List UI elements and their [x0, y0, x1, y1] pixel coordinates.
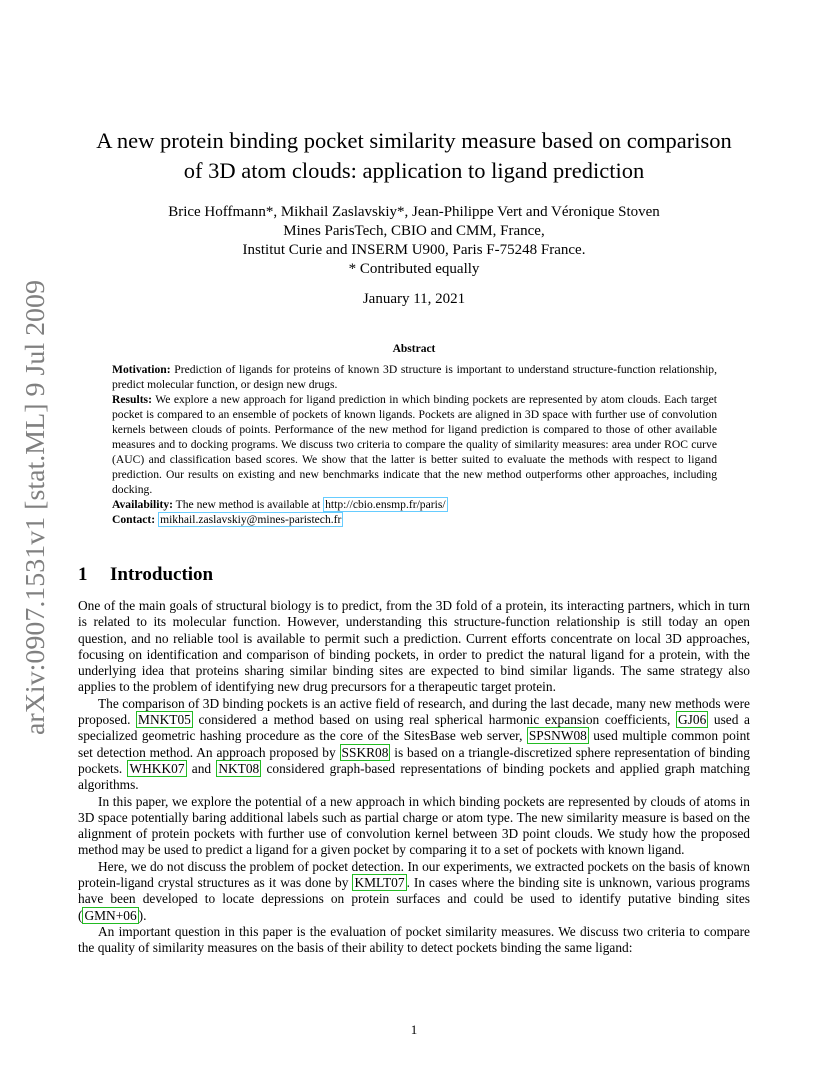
page-number: 1 [410, 1022, 418, 1037]
section-title: Introduction [110, 564, 214, 585]
results-label: Results: [112, 393, 152, 406]
citation-link[interactable]: SSKR08 [341, 744, 389, 760]
paper-date: January 11, 2021 [362, 291, 466, 307]
abstract-contact [112, 512, 717, 527]
citation-link[interactable]: NKT08 [218, 760, 260, 776]
introduction-body [78, 598, 750, 957]
paragraph-3: In this paper, we explore the potential of a new approach in which binding pockets are represented by clouds of atoms in 3D space potentially baring additional labels such as partial charge or atom type. The new similarity measure is based on the alignment of protein pockets with further use of convolution kernel between 3D point clouds. We study how the proposed method may be used to predict a ligand for a given pocket by comparing it to a set of pockets with known ligand. [78, 793, 750, 858]
results-text: We explore a new approach for ligand prediction in which binding pockets are represented by atom clouds. Each target pocket is compared to an ensemble of pockets of known ligands. Pockets are aligned in 3D space with further use of convolution kernels between clouds of points. Performance of the new method for ligand prediction is compared to those of other available measures and to docking programs. We discuss two criteria to compare the quality of similarity measures: area under ROC curve (AUC) and classification based scores. We show that the latter is better suited to evaluate the methods with respect to ligand prediction. Our results on existing and new benchmarks indicate that the new method outperforms other approaches, including docking. [112, 393, 717, 496]
text-span: used a specialized geometric hashing procedure as the core of the SitesBase web server, [78, 712, 750, 744]
section-heading-introduction [78, 564, 750, 586]
text-span: ). [138, 907, 147, 923]
text-span: Here, we do not discuss the problem of pocket detection. In our experiments, we extracted pockets on the basis of known protein-ligand crystal structures as it was done by [78, 858, 750, 891]
section-number: 1 [78, 564, 88, 585]
author-block [60, 203, 768, 279]
availability-text: The new method is available at [172, 498, 324, 511]
arxiv-stamp [14, 270, 54, 740]
text-span: The comparison of 3D binding pockets is an active field of research, and during the last decade, many new methods were proposed. [78, 695, 750, 728]
paragraph-4 [78, 859, 750, 924]
contact-label: Contact: [112, 513, 156, 526]
title-line-2: of 3D atom clouds: application to ligand prediction [183, 158, 645, 183]
contact-email-link[interactable]: mikhail.zaslavskiy@mines-paristech.fr [160, 513, 342, 526]
text-span: is based on a triangle-discretized sphere representation of binding pockets. [78, 744, 750, 776]
paragraph-1: One of the main goals of structural biology is to predict, from the 3D fold of a protein, its interacting partners, which in turn is related to its molecular function. However, understanding this structure-function relationship is still today an open question, and no reliable tool is available to permit such a prediction. Current efforts concentrate on local 3D approaches, focusing on identification and comparison of binding pockets, in order to predict the natural ligand for a protein, with the underlying idea that proteins sharing similar binding sites are expected to bind similar ligands. The same strategy also applies to the problem of identifying new drug precursors for a therapeutic target protein. [78, 598, 750, 695]
affiliation-1: Mines ParisTech, CBIO and CMM, France, [283, 223, 545, 239]
citation-link[interactable]: SPSNW08 [528, 728, 587, 744]
text-span: considered a method based on using real spherical harmonic expansion coefficients, [192, 712, 676, 728]
paragraph-2 [78, 696, 750, 794]
citation-link[interactable]: GJ06 [678, 712, 707, 728]
affiliation-2: Institut Curie and INSERM U900, Paris F-75248 France. [242, 242, 586, 258]
contribution-note: * Contributed equally [348, 261, 480, 277]
title-line-1: A new protein binding pocket similarity measure based on comparison [96, 128, 732, 153]
citation-link[interactable]: MNKT05 [138, 712, 191, 728]
citation-link[interactable]: KMLT07 [354, 875, 405, 891]
citation-link[interactable]: GMN+06 [84, 907, 137, 923]
author-names: Brice Hoffmann*, Mikhail Zaslavskiy*, Jean-Philippe Vert and Véronique Stoven [168, 204, 660, 220]
text-span: and [186, 760, 217, 776]
paragraph-5: An important question in this paper is the evaluation of pocket similarity measures. We discuss two criteria to compare the quality of similarity measures on the basis of their ability to detect pockets binding the same ligand: [78, 923, 750, 956]
abstract-body [112, 362, 717, 527]
arxiv-id: arXiv:0907.1531v1 [stat.ML] 9 Jul 2009 [20, 295, 50, 735]
citation-link[interactable]: WHKK07 [129, 760, 185, 776]
availability-label: Availability: [112, 498, 173, 511]
abstract-results [112, 392, 717, 497]
motivation-label: Motivation: [112, 363, 171, 376]
motivation-text: Prediction of ligands for proteins of known 3D structure is important to understand structure-function relationship, predict molecular function, or design new drugs. [112, 363, 717, 391]
text-span: considered graph-based representations of binding pockets and applied graph matching algorithms. [78, 760, 750, 793]
availability-url-link[interactable]: http://cbio.ensmp.fr/paris/ [325, 498, 446, 511]
paper-title [60, 126, 768, 186]
abstract-motivation [112, 362, 717, 392]
abstract-availability [112, 497, 717, 512]
text-span: . In cases where the binding site is unknown, various programs have been developed to locate depressions on protein surfaces and could be used to identify putative binding sites ( [78, 875, 751, 923]
abstract-heading: Abstract [392, 343, 436, 355]
text-span: used multiple common point set detection method. An approach proposed by [78, 728, 750, 760]
